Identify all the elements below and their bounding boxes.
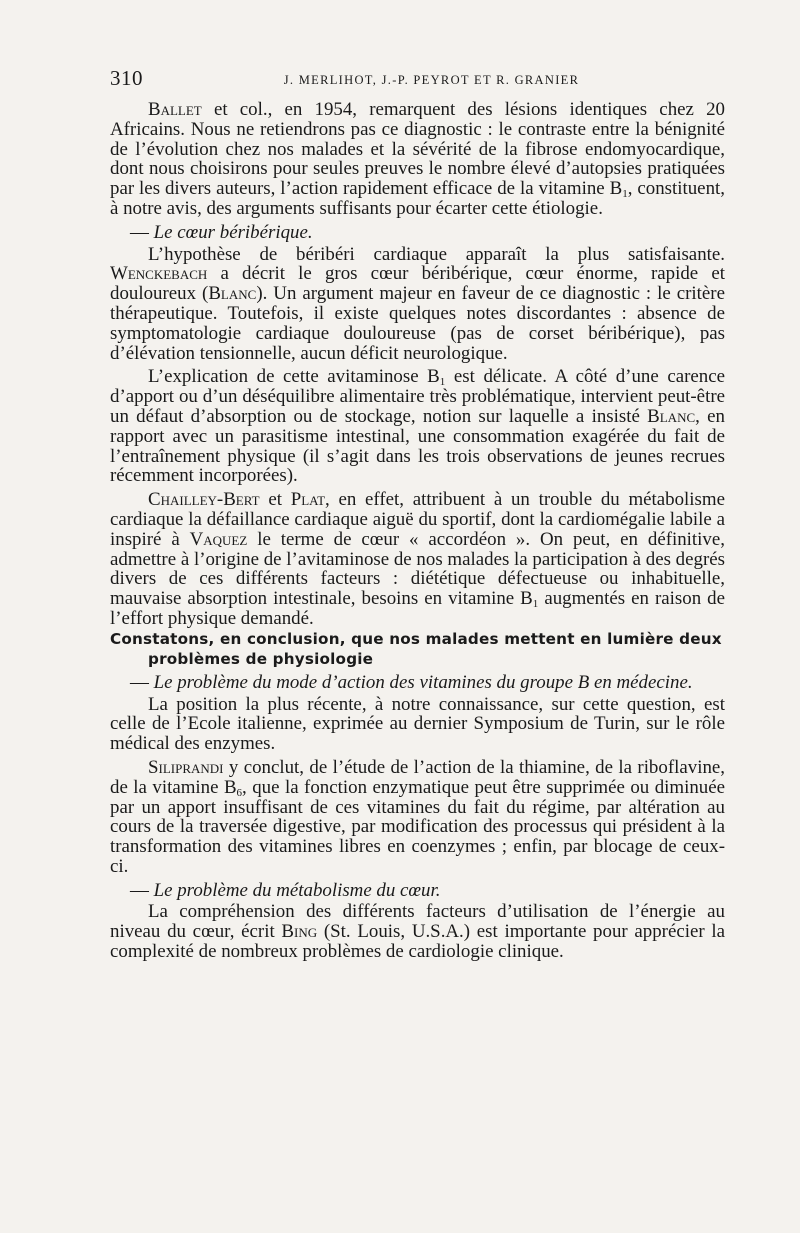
subheading-text: Le problème du mode d’action des vitamines du groupe B en médecine. xyxy=(153,671,693,693)
paragraph-siliprandi xyxy=(110,758,725,877)
author-name: Wenckebach xyxy=(110,263,208,285)
page-header xyxy=(110,66,725,100)
paragraph-text: ). Un argument majeur en faveur de ce diagnostic : le critère thérapeutique. Toutefois, il existe quelques notes discordantes : absence de symptomatologie cardiaque douloureuse (pas de corset béribérique), pas d’élévation tensionnelle, aucun déficit neurologique. xyxy=(110,283,725,364)
section-heading: Constatons, en conclusion, que nos malades mettent en lumière deux problèmes de physiologie xyxy=(110,629,722,668)
dash: — xyxy=(130,879,154,901)
author-name: Siliprandi xyxy=(148,756,224,778)
subheading-vitamines-b xyxy=(110,673,725,693)
paragraph-text: , constituent, à notre avis, des arguments suffisants pour écarter cette étiologie. xyxy=(110,178,725,219)
paragraph-text: L’hypothèse de béribéri cardiaque apparaît la plus satisfaisante. xyxy=(148,243,725,265)
author-name: Bing xyxy=(281,921,318,943)
subheading-text: Le cœur béribérique. xyxy=(153,221,313,243)
paragraph-explication xyxy=(110,367,725,486)
author-name: Chailley-Bert xyxy=(148,489,260,511)
author-name: Vaquez xyxy=(189,528,248,550)
author-name: Ballet xyxy=(148,99,202,120)
paragraph-text: et xyxy=(259,489,291,511)
dash: — xyxy=(130,221,154,243)
paragraph-text: a décrit le gros cœur béribérique, cœur énorme, rapide et douloureux ( xyxy=(110,263,725,305)
author-name: Blanc xyxy=(208,283,257,305)
paragraph-text: (St. Louis, U.S.A.) est importante pour apprécier la complexité de nombreux problèmes de cardiologie clinique. xyxy=(110,921,726,963)
article-body xyxy=(110,100,725,962)
paragraph-text: , en rapport avec un parasitisme intestinal, une consommation exagérée du fait de l’entraînement physique (il s’agit dans les trois observations de jeunes recrues récemment incorporées). xyxy=(110,405,725,487)
subheading-coeur-beriberique xyxy=(110,223,725,243)
subscript: 1 xyxy=(439,376,446,389)
running-head: J. MERLIHOT, J.-P. PEYROT ET R. GRANIER xyxy=(283,73,580,87)
paragraph-text: , en effet, attribuent à un trouble du métabolisme cardiaque la défaillance cardiaque aiguë du sportif, dont la cardiomégalie labile a inspiré à xyxy=(110,489,725,550)
paragraph-text: est délicate. A côté d’une carence d’apport ou d’un déséquilibre alimentaire très problématique, intervient peut-être un défaut d’absorption ou de stockage, notion sur laquelle a insisté xyxy=(110,366,725,427)
dash: — xyxy=(130,671,154,693)
paragraph-comprehension xyxy=(110,902,725,961)
paragraph-text: le terme de cœur « accordéon ». On peut, en définitive, admettre à l’origine de l’avitaminose de nos malades la participation à des degrés divers de ces différents facteurs : diététique défectueuse ou inhabituelle, mauvaise absorption intestinale, besoins en vitamine B xyxy=(110,528,725,610)
paragraph-text: y conclut, de l’étude de l’action de la thiamine, de la riboflavine, de la vitamine B xyxy=(110,756,725,798)
subheading-text: Le problème du métabolisme du cœur. xyxy=(153,879,441,901)
paragraph-text: , que la fonction enzymatique peut être supprimée ou diminuée par un apport insuffisant de ces vitamines du fait du régime, par altération au cours de la traversée digestive, par modification des processus qui président à la transformation des vitamines libres en coenzymes ; enfin, par blocage de ceux-ci. xyxy=(110,776,725,877)
paragraph-hypothese xyxy=(110,245,725,364)
page-number: 310 xyxy=(110,66,143,90)
paragraph-text: La compréhension des différents facteurs d’utilisation de l’énergie au niveau du cœur, écrit xyxy=(110,901,725,943)
paragraph-text: et col., en 1954, remarquent des lésions identiques chez 20 Africains. Nous ne retiendrons pas ce diagnostic : le contraste entre la bénignité de l’évolution chez nos malades et la sévérité de la fibrose endomyocardique, dont nous choisirons pour seules preuves le nombre élevé d’autopsies pratiquées par les divers auteurs, l’action rapidement efficace de la vitamine B xyxy=(110,99,725,200)
subscript: 1 xyxy=(532,598,539,611)
paragraph-position: La position la plus récente, à notre connaissance, sur cette question, est celle de l’Ecole italienne, exprimée au dernier Symposium de Turin, sur le rôle médical des enzymes. xyxy=(110,693,725,755)
paragraph-text: augmentés en raison de l’effort physique demandé. xyxy=(110,588,725,629)
subscript: 1 xyxy=(622,188,628,201)
subheading-metabolisme xyxy=(110,881,725,901)
author-name: Blanc xyxy=(647,405,696,427)
subscript: 6 xyxy=(236,786,243,799)
paragraph-ballet xyxy=(110,100,725,219)
author-name: Plat xyxy=(290,489,326,511)
paragraph-chailley-bert xyxy=(110,490,725,629)
paragraph-text: L’explication de cette avitaminose B xyxy=(148,366,440,388)
